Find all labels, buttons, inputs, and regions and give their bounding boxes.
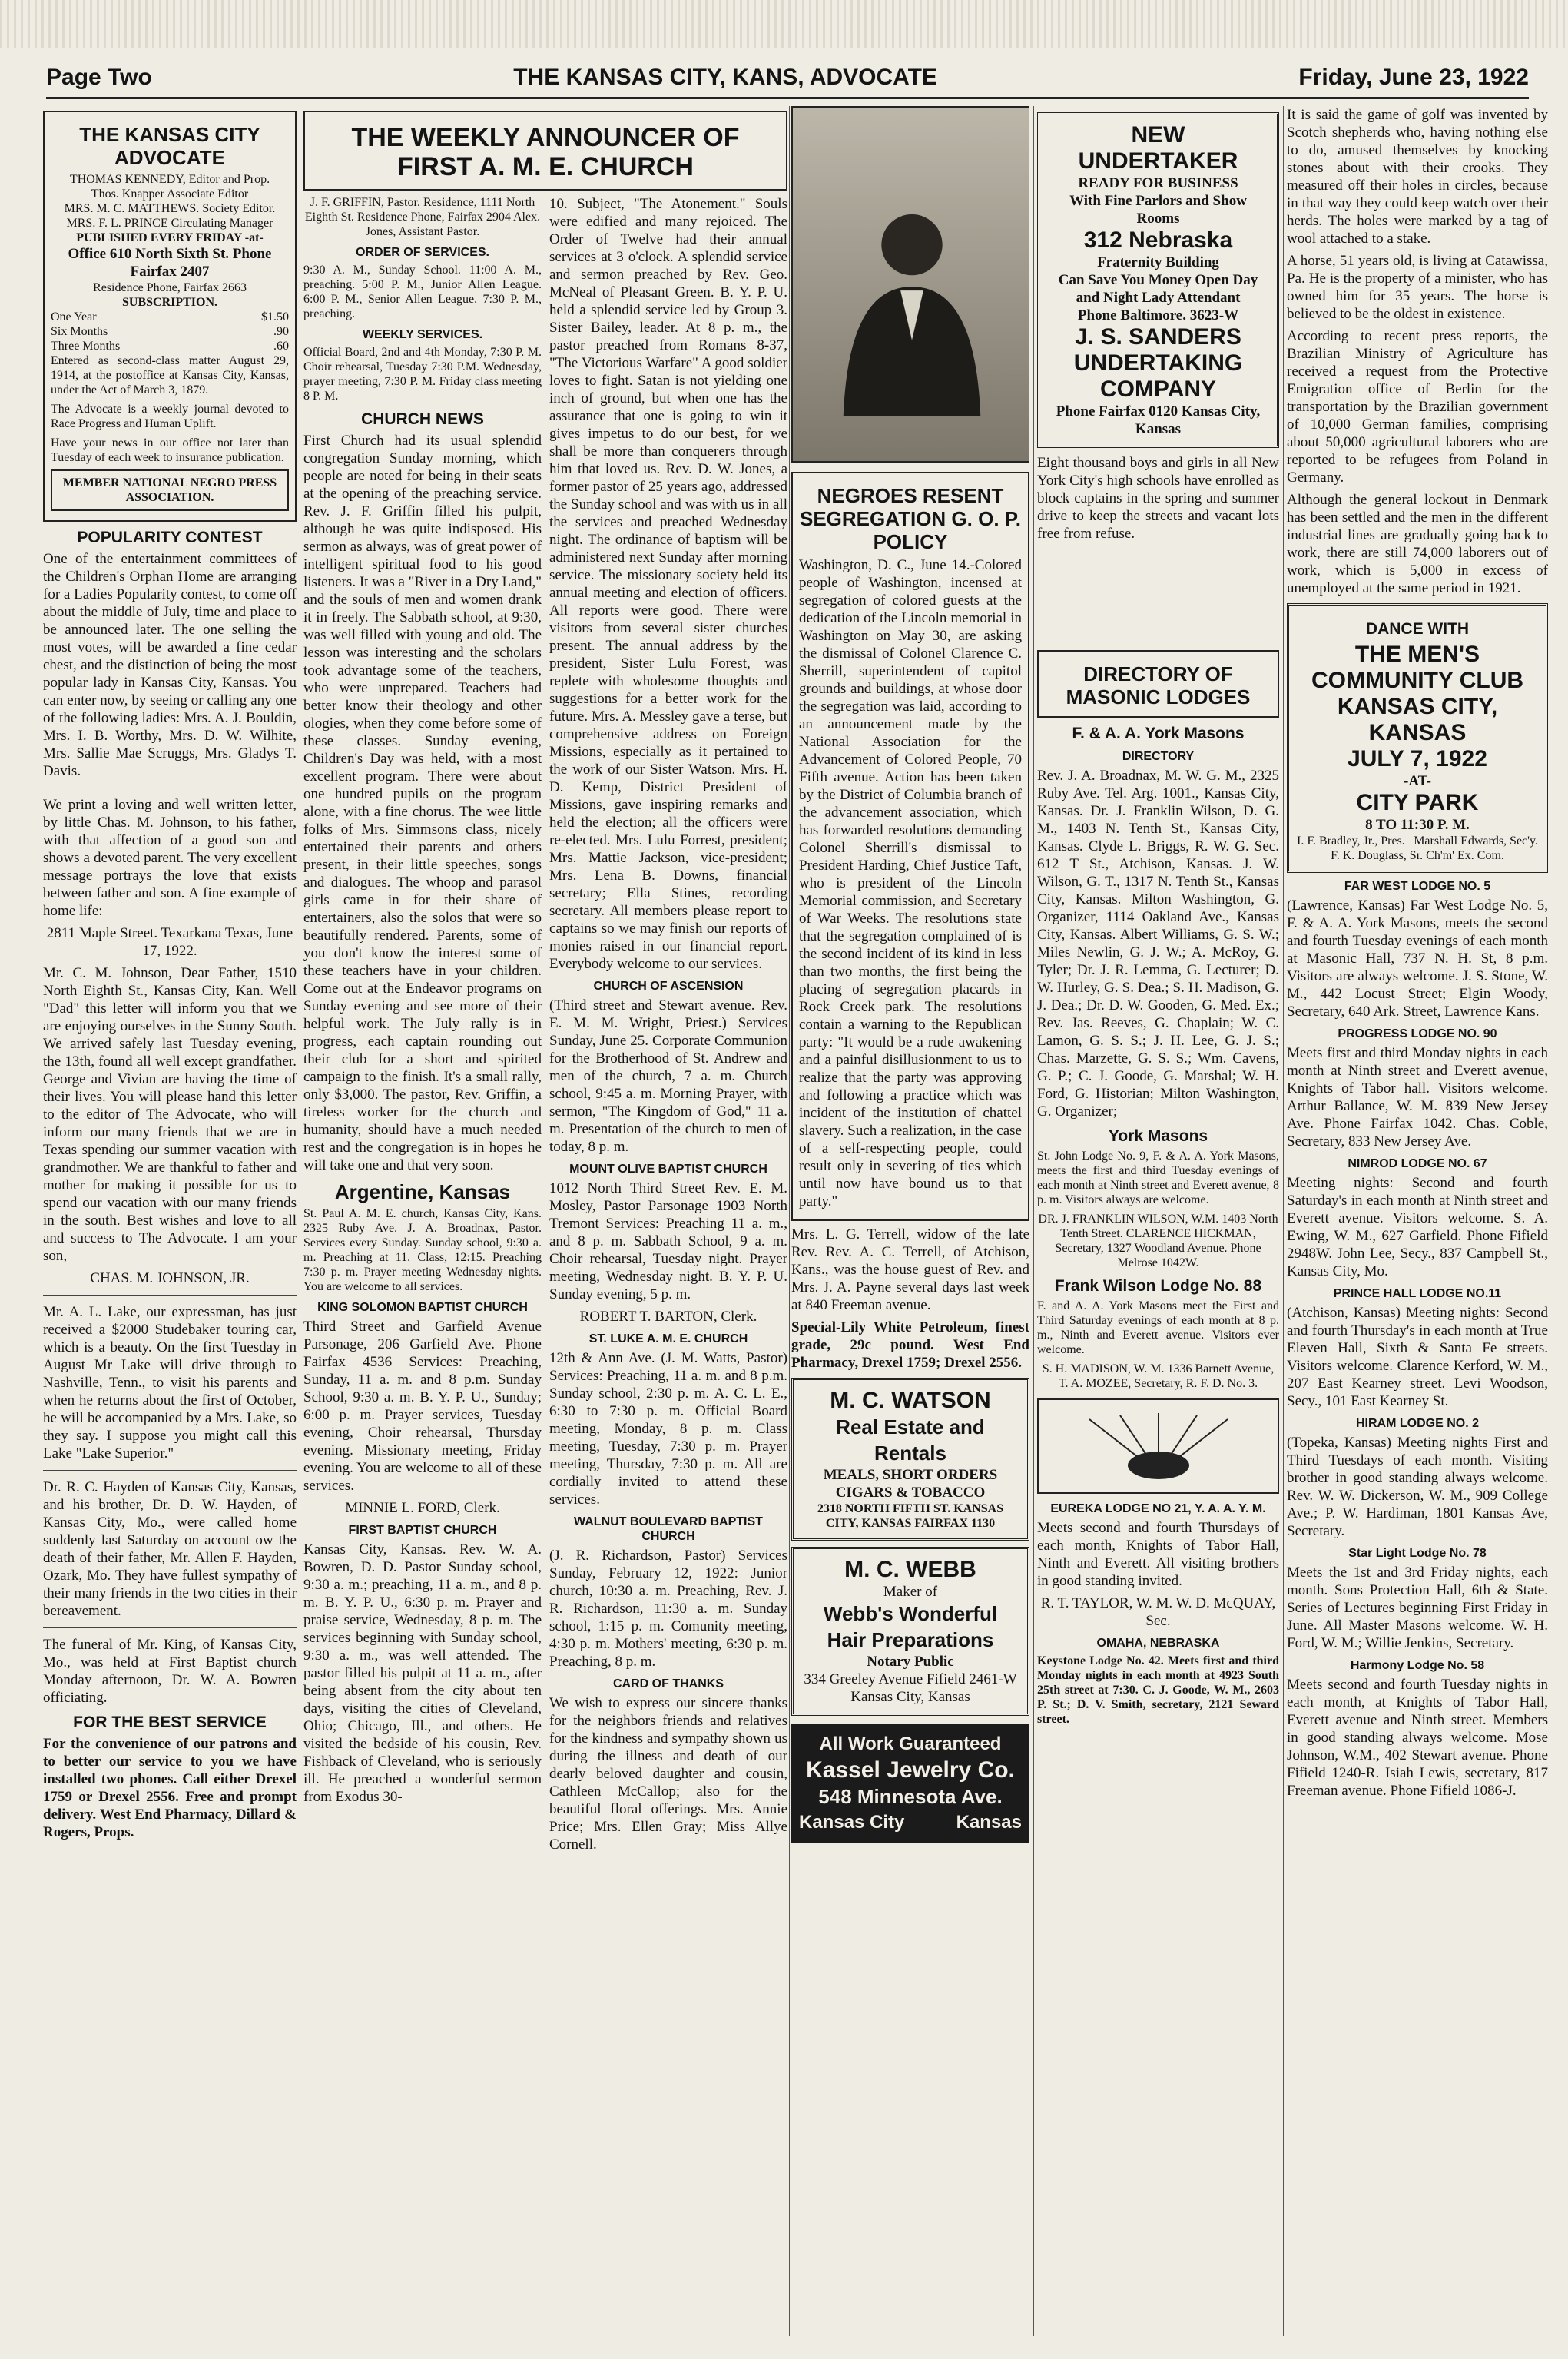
article-body: (Lawrence, Kansas) Far West Lodge No. 5, F. & A. A. York Masons, meets the second and fourth Tuesday evenings of each month at Masonic Hall, 737 N. H. St, 8 p.m. Visitors are always welcome. J. S. Stone, W. M., 442 Locust Street; Elgin Woody, Secretary, 640 Ark. Street, Lawrence Kans. [1287,897,1548,1020]
article-headline: York Masons [1108,1127,1208,1145]
article-headline: FAR WEST LODGE NO. 5 [1344,880,1491,893]
masthead [46,58,1529,99]
sunburst-emblem-icon [1074,1412,1243,1481]
webb-ad [791,1547,1029,1716]
ad-time: 8 TO 11:30 P. M. [1365,817,1470,833]
ad-phone: Phone Baltimore. 3623-W [1077,307,1239,323]
ad-line: READY FOR BUSINESS [1078,175,1238,191]
staff-line: THOMAS KENNEDY, Editor and Prop. [69,173,270,186]
ad-line: -AT- [1404,773,1431,789]
article-headline: Harmony Lodge No. 58 [1350,1659,1485,1672]
ad-date: JULY 7, 1922 [1348,746,1487,771]
column-4 [1037,106,1279,2336]
article-body: Meets second and fourth Tuesday nights in each month, at Knights of Tabor Hall, Everett avenue and Ninth street. Members in good standing always welcome. Mose Johnson, W.M., 402 Stewart avenue. Phone Fifield 1240-R. Isiah Lewis, secretary, 817 Freeman avenue. Phone Fifield 1086-J. [1287,1677,1548,1799]
ad-line: Real Estate and Rentals [836,1415,985,1465]
article-body: (J. R. Richardson, Pastor) Services Sunday, February 12, 1922: Junior church, 10:30 a. m. Preaching, Rev. J. R. Richardson, 11:30 a. m. Sunday school, 1:15 p. m. Comunity meeting, 4:30 p. m. Mothers' meeting, 6:30 p. m. Preaching, 8 p. m. [549,1548,787,1670]
ad-line: Notary Public [867,1654,954,1670]
article-headline: CHURCH NEWS [361,410,484,428]
ad-line: Maker of [883,1584,938,1600]
masonic-banner [1037,650,1279,718]
devoted-note: The Advocate is a weekly journal devoted to Race Progress and Human Uplift. [51,403,289,430]
ad-city: Kansas City Kansas [799,1812,1022,1833]
paper-title: THE KANSAS CITY, KANS, ADVOCATE [513,65,937,90]
article-headline: WALNUT BOULEVARD BAPTIST CHURCH [574,1515,763,1543]
ad-line: Webb's Wonderful Hair Preparations [823,1602,998,1651]
ad-address: 2318 NORTH FIFTH ST. KANSAS CITY, KANSAS FAIRFAX 1130 [817,1502,1004,1530]
article-body: (Atchison, Kansas) Meeting nights: Second and fourth Thursday's in each month at True Eleven Hall, Sixth & Santa Fe streets. Visitors welcome. Clarence Kerford, W. M., 207 East Kearney street. Levi Woodson, Secy., 101 East Kearney St. [1287,1305,1548,1409]
article-body: First Church had its usual splendid congregation Sunday morning, which people are noted for being in their seats at the opening of the preaching service. Rev. J. F. Griffin filled his pulpit, although he was quite indisposed. His sermon as always, was of great power of intelligent spiritual food to his good listeners. It was a "River in a Dry Land," and the souls of men and women drank it in freely. The Sabbath school, at 9:30, was well filled with young and old. The lesson was interesting and the scholars took advantage some of the teachers, who were unprepared. Teachers had better know their theology and other ologies, when they come before some of these classes. Sunday evening, Children's Day was held, with a most excellent program. There were about one hundred pupils on the program alone, with a fine chorus. The wee little folks of Mrs. Simmsons class, nicely entertained their parents and others present, in their little speeches, songs and dialogues. The whoop and parasol girls came in for their share of entertainers, also the solos that were so beautifully rendered. Parents, some of you don't know the interest some of these teachers have in your children. Come out at the Endeavor programs on Sunday evening and see more of their helpful work. The July rally is in progress, each captain rounding out their club for a short and spirited campaign to the finish. It's a small rally, only $3,000. The pastor, Rev. Griffin, a tireless worker for the church and humanity, should have a much needed rest and the congregation is in hopes he will take one and that very soon. [303,433,542,1173]
article-body: Washington, D. C., June 14.-Colored people of Washington, incensed at segregation of colored guests at the dedication of the Lincoln memorial in Washington on May 30, are asking the dismissal of Colonel Clarence C. Sherrill, superintendent of capitol grounds and buildings, at whose door the segregation was laid, according to an announcement made by the National Association for the Advancement of Colored People, 70 Fifth avenue. Action has been taken by the District of Columbia branch of the advancement association, which has forwarded resolutions demanding Colonel Sherrill's dismissal to President Harding, Chief Justice Taft, who is president of the Lincoln Memorial commission, and Secretary of War Weeks. The resolutions state that the segregation complained of is the second incident of its kind in less than two months, the first being the placing of segregation placards in Rock Creek park. The resolutions contain a warning to the Republican party: "It would be a rude awakening and a painful disillusionment to us to realize that the party was approving and following a practice which was incident of the institution of chattel slavery. Such a realization, in the case of a self-respecting people, could result only in severing of ties which until now have bound us to that party." [799,557,1022,1209]
service-list: 9:30 A. M., Sunday School. 11:00 A. M., preaching. 5:00 P. M., Junior Allen League. 6:00 P. M., Senior Allen League. 7:30 P. M., preaching. [303,264,542,320]
article-body: Third Street and Garfield Avenue Parsonage, 206 Garfield Ave. Phone Fairfax 4536 Services: Preaching, Sunday, 11 a. m. and 8 p.m. Sunday School, 9:30 a. m. B. Y. P. U., Sunday; 6:00 p. m. Prayer services, Tuesday evening, Choir rehearsal, Thursday evening. Missionary meeting, Friday evening. You are welcome to all of these services. [303,1319,542,1494]
ad-address: 548 Minnesota Ave. [818,1785,1003,1808]
article-body: St. Paul A. M. E. church, Kansas City, Kans. 2325 Ruby Ave. J. A. Broadnax, Pastor. Services every Sunday. Sunday school, 9:30 a. m. Preaching at 11. Class, 12:15. Preaching 7:30 p. m. Prayer meeting Wednesday nights. You are welcome to all services. [303,1207,542,1293]
member-badge: MEMBER NATIONAL NEGRO PRESS ASSOCIATION. [51,469,289,511]
article-body: Mrs. L. G. Terrell, widow of the late Rev. Rev. A. C. Terrell, of Atchison, Kans., was the house guest of Rev. and Mrs. J. A. Payne several days last week at 840 Freeman avenue. [791,1226,1029,1313]
article-body: We wish to express our sincere thanks for the neighbors friends and relatives for the kindness and sympathy shown us during the illness and death of our dearly beloved daughter and cousin, Cathleen McCallop; also for the beautiful floral offerings. Mrs. Annie Price; Mrs. Ellen Gray; Miss Allye Cornell. [549,1695,787,1853]
column-rule [1033,106,1034,2336]
article-body: A horse, 51 years old, is living at Catawissa, Pa. He is the property of a minister, who has owned him for 35 years. The horse is believed to be the oldest in existence. [1287,253,1548,322]
ad-address: 334 Greeley Avenue Fifield 2461-W Kansas City, Kansas [804,1671,1017,1705]
residence-line: Residence Phone, Fairfax 2663 [93,281,247,294]
article-headline: Argentine, Kansas [334,1180,511,1203]
torn-top-edge [0,0,1568,48]
ad-chairman: F. K. Douglass, Sr. Ch'm' Ex. Com. [1331,849,1504,862]
article-headline: NEGROES RESENT SEGREGATION G. O. P. POLICY [800,484,1021,553]
ad-name: THE MEN'S COMMUNITY CLUB KANSAS CITY, KANSAS [1311,642,1524,745]
article-body: Although the general lockout in Denmark has been settled and the men in the different industrial lines are gradually going back to work, there are still 74,000 laborers out of work, which is 5,000 in excess of unemployed at the same period in 1921. [1287,492,1548,596]
officer-names: R. T. TAYLOR, W. M. W. D. McQUAY, Sec. [1040,1595,1276,1629]
ad-line: With Fine Parlors and Show Rooms [1069,193,1247,227]
subcolumn-right [549,195,787,1858]
portrait-photo [791,106,1029,463]
article-body: The funeral of Mr. King, of Kansas City, Mo., was held at First Baptist church Monday afternoon, Dr. W. A. Bowren officiating. [43,1637,297,1706]
article-headline: FIRST BAPTIST CHURCH [348,1524,497,1537]
rate-row: Six Months .90 [51,325,289,338]
article-body: Meets the 1st and 3rd Friday nights, each month. Sons Protection Hall, 6th & State. Series of Lectures beginning First Friday in June. All Master Masons welcome. W. H. Ford, W. M.; Willie Jenkins, Secretary. [1287,1564,1548,1651]
article-headline: FOR THE BEST SERVICE [73,1714,267,1731]
published-line: PUBLISHED EVERY FRIDAY -at- [76,231,264,244]
article-body: F. and A. A. York Masons meet the First and Third Saturday evenings of each month at 8 p. m., Ninth and Everett avenue. Visitors ever welcome. [1037,1299,1279,1356]
clerk-signature: MINNIE L. FORD, Clerk. [345,1500,500,1516]
officer-names: DR. J. FRANKLIN WILSON, W.M. 1403 North Tenth Street. CLARENCE HICKMAN, Secretary, 1327 Woodland Avenue. Phone Melrose 1042W. [1038,1213,1278,1269]
ad-name: M. C. WATSON [830,1388,991,1413]
article-body: Meets first and third Monday nights in each month at Ninth street and Everett avenue, Knights of Tabor hall. Visitors welcome. Arthur Ballance, W. M. 839 New Jersey Ave. Phone Fairfax 1042. Chas. Coble, Secretary, 833 New Jersey Ave. [1287,1045,1548,1150]
subscription-head: SUBSCRIPTION. [121,296,218,309]
ad-line: All Work Guaranteed [819,1734,1002,1754]
rate-row: One Year $1.50 [51,310,289,323]
article-headline: PROGRESS LODGE NO. 90 [1338,1027,1497,1040]
article-body: For the convenience of our patrons and to better our service to you we have installed two phones. Call either Drexel 1759 or Drexel 2556. Free and prompt delivery. West End Pharmacy, Dillard & Rogers, Props. [43,1736,297,1840]
article-body: One of the entertainment committees of the Children's Orphan Home are arranging for a Ladies Popularity contest, to come off about the middle of July, time and place to be announced later. The one selling the most votes, will be awarded a fine cedar chest, and the distinction of being the most popular lady in Kansas City, Kansas. You can enter now, by seeing or calling any one of the following ladies: Mrs. A. J. Bouldin, Mrs. I. B. Worthy, Mrs. D. W. Wilhite, Mrs. Sallie Mae Scruggs, Mrs. Gladys T. Davis. [43,551,297,779]
ad-officers: I. F. Bradley, Jr., Pres. Marshall Edwards, Sec'y. [1297,834,1538,848]
clerk-signature: ROBERT T. BARTON, Clerk. [579,1309,757,1325]
article-headline: ST. LUKE A. M. E. CHURCH [588,1332,748,1345]
article-body: Kansas City, Kansas. Rev. W. A. Bowren, D. D. Pastor Sunday school, 9:30 a. m.; preaching, 11 a. m., and 8 p. m. B. Y. P. U., 6:30 p. m. Prayer and praise service, Wednesday, 8 p. m. The services beginning with Sunday school, 9:30 a. m., was well attended. The pastor filled his pulpit at 11 a. m., after being absent from the city about ten days, visiting the cities of Cleveland, Ohio; Chicago, Ill., and others. He visited the bedside of his cousin, Rev. Fishback of Cleveland, who is seriously ill. He preached a wonderful sermon from Exodus 30- [303,1541,542,1805]
article-body: Mr. C. M. Johnson, Dear Father, 1510 North Eighth St., Kansas City, Kan. Well "Dad" this letter will inform you that we are enjoying ourselves in the Sunny South. We arrived safely last Tuesday evening, the 13th, found all well except grandfather. George and Vivian are having the time of their lives. You will please hand this letter to the editor of The Advocate, who will inform our many friends that we are in Texas spending our summer vacation with grandmother. We are thankful to father and mother for making it possible for us to spend our vacation with our many friends in the south. Best wishes and love to all and success to The Advocate. I am your son, [43,965,297,1264]
dance-ad [1287,603,1548,873]
ad-line: NEW [1131,122,1185,148]
pastor-info: J. F. GRIFFIN, Pastor. Residence, 1111 North Eighth St. Residence Phone, Fairfax 2904 Alex. Jones, Assistant Pastor. [304,196,541,238]
section-head: ORDER OF SERVICES. [356,246,489,259]
article-headline: OMAHA, NEBRASKA [1096,1637,1220,1650]
column-rule [1283,106,1284,2336]
ad-name: M. C. WEBB [844,1557,976,1582]
column-3 [791,106,1029,2336]
article-headline: HIRAM LODGE NO. 2 [1355,1417,1479,1430]
article-headline: F. & A. A. York Masons [1072,725,1245,742]
article-headline: PRINCE HALL LODGE NO.11 [1333,1287,1502,1300]
article-body: St. John Lodge No. 9, F. & A. A. York Masons, meets the first and third Tuesday evenings of each month at Ninth street and Everett avenue, 8 p. m. Visitors always are welcome. [1037,1150,1279,1206]
article-body: (Third street and Stewart avenue. Rev. E. M. M. Wright, Priest.) Services Sunday, June 25. Corporate Communion for the Brotherhood of St. Andrew and men of the church, 7 a. m. Church school, 9:45 a. m. Morning Prayer, with sermon, "The Kingdom of God," 11 a. m. Presentation of the church to men of today, 8 p. m. [549,997,787,1155]
article-body: 1012 North Third Street Rev. E. M. Mosley, Pastor Parsonage 1903 North Tremont Services: Preaching 11 a. m., and 8 p. m. Sabbath School, 9 a. m. Choir rehearsal, Tuesday night. Prayer meeting, Wednesday night. B. Y. P. U. Sunday evening, 5 p. m. [549,1180,787,1302]
ad-location: CITY PARK [1356,790,1479,815]
ad-name: UNDERTAKER [1078,148,1238,174]
article-headline: CARD OF THANKS [613,1677,724,1690]
staff-line: MRS. M. C. MATTHEWS. Society Editor. [64,202,276,215]
undertaker-ad [1037,112,1279,448]
article-body: Meeting nights: Second and fourth Saturday's in each month at Ninth street and Everett avenue. Visitors welcome. S. A. Ewing, W. M., 627 Garfield. Phone Fifield 2948W. John Lee, Secy., 837 Campbell St., Kansas City, Mo. [1287,1175,1548,1279]
rate-row: Three Months .60 [51,340,289,353]
letter-signature: CHAS. M. JOHNSON, JR. [90,1270,250,1286]
news-deadline: Have your news in our office not later than Tuesday of each week to insurance publication. [51,436,289,464]
article-headline: POPULARITY CONTEST [77,529,263,546]
ad-line: DANCE WITH [1365,620,1470,638]
article-body: According to recent press reports, the Brazilian Ministry of Agriculture has received a request from the Protective Emigration office of Berlin for the transportation by the Brazilian government of 10,000 German families, comprising about 50,000 agricultural laborers who are reported to be refugees from Poland in Germany. [1287,328,1548,486]
ad-line: Can Save You Money Open Day and Night Lady Attendant [1058,272,1258,306]
article-body: It is said the game of golf was invented by Scotch shepherds who, having nothing else to do, amused themselves by knocking stones about with their crooks. They measured off their holes in circles, because in that way they could keep watch over their herds. The holes were marked by a tag of wool attached to a stake. [1287,107,1548,247]
jewelry-ad [791,1724,1029,1843]
nameplate-box [43,111,297,522]
subcolumn-left [303,195,542,1858]
ad-line: MEALS, SHORT ORDERS CIGARS & TOBACCO [823,1467,998,1501]
staff-line: MRS. F. L. PRINCE Circulating Manager [66,217,273,230]
article-body: 12th & Ann Ave. (J. M. Watts, Pastor) Services: Preaching, 11 a. m. and 8 p.m. Sunday school, 2:30 p. m. A. C. L. E., 6:30 to 7:30 p. m. Official Board meeting, Monday, 8 p. m. Class meeting, Tuesday, 7:30 p. m. Prayer meeting, Thursday, 7:30 p. m. All are cordially invited to attend these services. [549,1350,787,1508]
office-line: Office 610 North Sixth St. Phone Fairfax 2407 [68,246,272,280]
column-rule [789,106,790,2336]
article-body: (Topeka, Kansas) Meeting nights First and Third Tuesdays of each month. Visiting brother in good standing always welcome. Rev. W. W. Dickerson, W. M., 909 College Ave.; P. W. Hardiman, 1801 Kansas Ave, Secretary. [1287,1435,1548,1539]
article-body: Mr. A. L. Lake, our expressman, has just received a $2000 Studebaker touring car, which is a beauty. On the first Tuesday in August Mr Lake will drive through to Nashville, Tenn., to visit his parents and when he returns about the first of October, he will be accompanied by a Mrs. Lake, so they say. I suppose you might call this Lake "Lake Superior." [43,1304,297,1462]
article-headline: KING SOLOMON BAPTIST CHURCH [317,1301,528,1314]
person-silhouette-icon [817,143,1007,461]
ad-name: Kassel Jewelry Co. [806,1757,1015,1783]
officer-names: S. H. MADISON, W. M. 1336 Barnett Avenue, T. A. MOZEE, Secretary, R. F. D. No. 3. [1042,1362,1275,1390]
ad-line: Fraternity Building [1097,254,1219,270]
article-body: Meets second and fourth Thursdays of each month, Knights of Tabor Hall, Ninth and Everett. All visiting brothers in good standing invited. [1037,1520,1279,1589]
column-5 [1287,106,1548,2336]
service-list: Official Board, 2nd and 4th Monday, 7:30 P. M. Choir rehearsal, Tuesday 7:30 P.M. Wednesday, prayer meeting, 7:30 P. M. Friday class meeting 8 P. M. [303,346,542,403]
section-head: WEEKLY SERVICES. [362,328,483,341]
ad-phone: Phone Fairfax 0120 Kansas City, Kansas [1056,403,1261,437]
article-body: Eight thousand boys and girls in all New York City's high schools have enrolled as block captains in the spring and summer drive to keep the streets and vacant lots free from refuse. [1037,455,1279,542]
letter-address: 2811 Maple Street. Texarkana Texas, June 17, 1922. [46,925,293,959]
section-head: DIRECTORY [1122,750,1195,763]
article-body: We print a loving and well written letter, by little Chas. M. Johnson, to his father, with that affection of a good son and shows a devoted parent. The very excellent message portrays the love that exists between father and son. A fine example of home life: [43,797,297,919]
column-2 [303,106,787,2336]
article-body: Keystone Lodge No. 42. Meets first and third Monday nights in each month at 4923 South 25th street at 7:30. C. J. Goode, W. M., 2603 P. St.; D. V. Smith, secretary, 2121 Seward street. [1037,1654,1279,1726]
article-headline: NIMROD LODGE NO. 67 [1348,1157,1487,1170]
ad-address: 312 Nebraska [1083,227,1233,253]
news-box [791,472,1029,1221]
column-1 [43,106,297,2336]
ad-name: J. S. SANDERS UNDERTAKING COMPANY [1073,324,1243,402]
issue-date: Friday, June 23, 1922 [1298,65,1529,90]
article-body: Special-Lily White Petroleum, finest grade, 29c pound. West End Pharmacy, Drexel 1759; Drexel 2556. [791,1319,1029,1371]
section-headline: DIRECTORY OF MASONIC LODGES [1066,662,1251,708]
entered-note: Entered as second-class matter August 29, 1914, at the postoffice at Kansas City, Kansas, under the Act of March 3, 1879. [51,354,289,396]
article-headline: MOUNT OLIVE BAPTIST CHURCH [569,1163,767,1176]
page-number: Page Two [46,65,152,90]
emblem-box [1037,1398,1279,1494]
announcer-box [303,111,787,191]
article-body: Dr. R. C. Hayden of Kansas City, Kansas, and his brother, Dr. D. W. Hayden, of Kansas City, Mo., were called home suddenly last Saturday on account ow the death of their father, Mr. Allen F. Hayden, Ozark, Mo. They have fullest sympathy of their many friends in the two cities in their bereavement. [43,1479,297,1619]
two-column-block [303,195,787,1858]
watson-ad [791,1378,1029,1541]
article-headline: THE WEEKLY ANNOUNCER OF FIRST A. M. E. CHURCH [351,123,740,181]
article-body: 10. Subject, "The Atonement." Souls were edified and many rejoiced. The Order of Twelve had their annual services at 3 o'clock. A splendid service and sermon preached by Rev. Geo. McNeal of Pleasant Green. B. Y. P. U. held a splendid service led by Group 3. Sister Bailey, leader. At 8 p. m., the pastor preached from Romans 8-37, "The Victorious Warfare" A good soldier loves to fight. Satan is not yielding one inch of ground, but when one has the assurance that one is going to win it gives impetus to do our best, for we shall be more than conquerers through him that loved us. Rev. D. W. Jones, a former pastor of 25 years ago, addressed the Sunday school and was with us in all the services and preached Wednesday night. The ordinance of baptism will be administered next Sunday after morning service. The missionary society held its annual meeting and election of officers. All reports were good. There were visitors from several sister churches present. The annual address by the president, Sister Lulu Forest, was replete with wholesome thoughts and suggestions for a better work for the future. Mrs. A. Messley gave a terse, but comprehensive address on Foreign Missions, especially as it pertained to the work of our Sister Watson. Mrs. H. D. Kemp, District President of Missions, gave inspiring remarks and held the election; all the officers were re-elected. Mrs. Lulu Forrest, president; Mrs. Mattie Jackson, vice-president; Mrs. Lena B. Downs, financial secretary; Ella Stines, recording secretary. All members please report to captains so we may finish our reports of monies raised in our financial report. Everybody welcome to our services. [549,196,787,972]
article-headline: Star Light Lodge No. 78 [1348,1547,1487,1560]
article-body: Rev. J. A. Broadnax, M. W. G. M., 2325 Ruby Ave. Tel. Arg. 1001., Kansas City, Kansas. Dr. J. Franklin Wilson, D. G. M., 1403 N. Tenth St., Kansas City, Kansas. Clyde L. Briggs, R. W. G. Sec. 612 T St., Atchison, Kansas. J. W. Wilson, G. T., 1317 N. Tenth St., Kansas City, Kansas. Milton Washington, G. Organizer, 1114 Oakland Ave., Kansas City, Kansas. Albert Williams, G. S. W.; Miles Newlin, G. J. W.; A. McRoy, G. Tyler; Dr. J. R. Lemma, G. Lecturer; D. W. Hurley, G. S. Dea.; S. H. Madison, G. J. Dea.; Dr. D. W. Gooden, G. Med. Ex.; Rev. Jas. Reeves, G. Chaplain; W. C. Lamon, G. S. S.; J. H. Lee, G. J. S.; Chas. Marzette, G. S. S.; Wm. Cavens, G. P.; C. J. Goode, G. Marshal; W. H. Ford, G. Historian; Milton Washington, G. Organizer; [1037,768,1279,1120]
staff-line: Thos. Knapper Associate Editor [91,187,249,201]
article-headline: Frank Wilson Lodge No. 88 [1054,1277,1262,1295]
article-headline: CHURCH OF ASCENSION [593,980,744,993]
article-headline: EUREKA LODGE NO 21, Y. A. A. Y. M. [1050,1502,1266,1515]
nameplate: THE KANSAS CITY ADVOCATE [79,123,260,169]
